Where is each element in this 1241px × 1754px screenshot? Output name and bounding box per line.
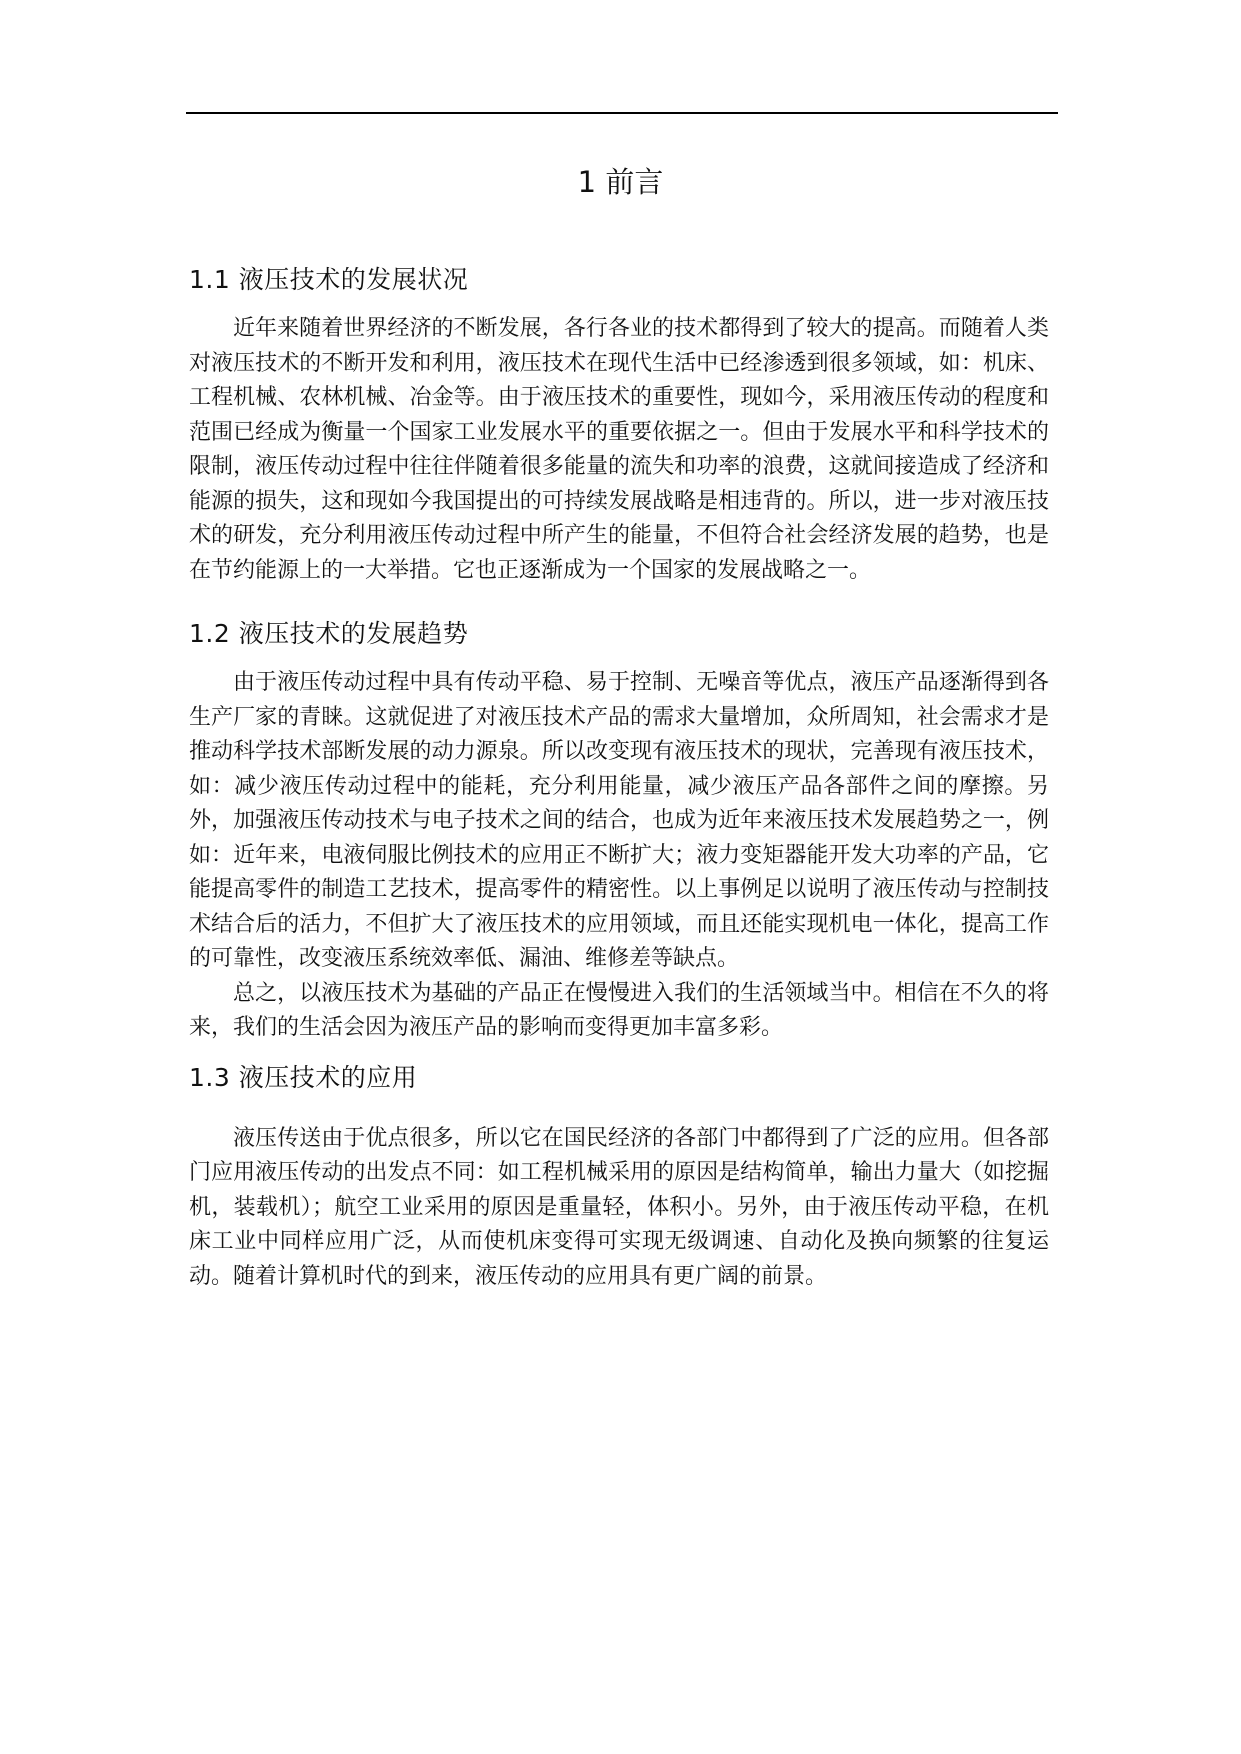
section-heading: 1.3 液压技术的应用 [189, 1062, 418, 1092]
body-paragraph: 液压传送由于优点很多，所以它在国民经济的各部门中都得到了广泛的应用。但各部门应用液压传动的出发点不同：如工程机械采用的原因是结构简单，输出力量大（如挖掘机，装载机）；航空工业采用的原因是重量轻，体积小。另外，由于液压传动平稳，在机床工业中同样应用广泛，从而使机床变得可实现无级调速、自动化及换向频繁的往复运动。随着计算机时代的到来，液压传动的应用具有更广阔的前景。 [189, 1125, 1049, 1289]
body-paragraph: 总之，以液压技术为基础的产品正在慢慢进入我们的生活领域当中。相信在不久的将来，我们的生活会因为液压产品的影响而变得更加丰富多彩。 [189, 980, 1049, 1040]
section-heading: 1.2 液压技术的发展趋势 [189, 619, 469, 648]
section-heading: 1.1 液压技术的发展状况 [189, 265, 469, 294]
section-applications [189, 1058, 1049, 1295]
section-development-status [189, 260, 1049, 588]
body-paragraph: 由于液压传动过程中具有传动平稳、易于控制、无噪音等优点，液压产品逐渐得到各生产厂家的青睐。这就促进了对液压技术产品的需求大量增加，众所周知，社会需求才是推动科学技术部断发展的动力源泉。所以改变现有液压技术的现状，完善现有液压技术，如：减少液压传动过程中的能耗，充分利用能量，减少液压产品各部件之间的摩擦。另外，加强液压传动技术与电子技术之间的结合，也成为近年来液压技术发展趋势之一，例如：近年来，电液伺服比例技术的应用正不断扩大；液力变矩器能开发大功率的产品，它能提高零件的制造工艺技术，提高零件的精密性。以上事例足以说明了液压传动与控制技术结合后的活力，不但扩大了液压技术的应用领域，而且还能实现机电一体化，提高工作的可靠性，改变液压系统效率低、漏油、维修差等缺点。 [189, 670, 1049, 971]
body-paragraph: 近年来随着世界经济的不断发展，各行各业的技术都得到了较大的提高。而随着人类对液压技术的不断开发和利用，液压技术在现代生活中已经渗透到很多领域，如：机床、工程机械、农林机械、冶金等。由于液压技术的重要性，现如今，采用液压传动的程度和范围已经成为衡量一个国家工业发展水平的重要依据之一。但由于发展水平和科学技术的限制，液压传动过程中往往伴随着很多能量的流失和功率的浪费，这就间接造成了经济和能源的损失，这和现如今我国提出的可持续发展战略是相违背的。所以，进一步对液压技术的研发，充分利用液压传动过程中所产生的能量，不但符合社会经济发展的趋势，也是在节约能源上的一大举措。它也正逐渐成为一个国家的发展战略之一。 [189, 316, 1049, 583]
header-rule [186, 112, 1058, 114]
page-body [189, 260, 1049, 1294]
section-development-trend [189, 614, 1049, 1046]
chapter-title: 1 前言 [577, 165, 664, 199]
